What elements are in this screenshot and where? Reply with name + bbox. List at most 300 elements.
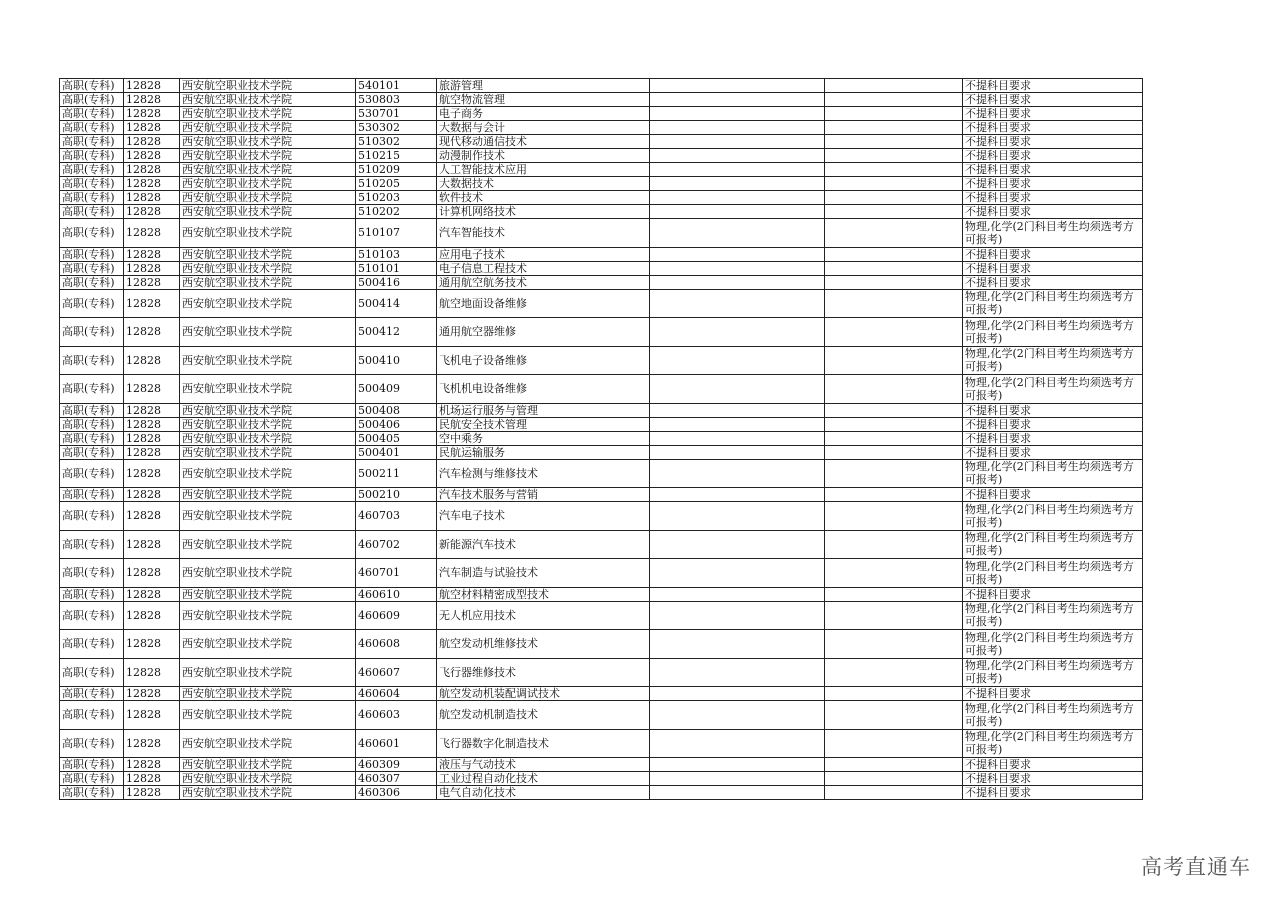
major-code-cell: 530302 <box>356 121 437 135</box>
school-name-cell: 西安航空职业技术学院 <box>180 191 356 205</box>
subject-requirement-cell: 物理,化学(2门科目考生均须选考方可报考) <box>963 375 1143 404</box>
subject-requirement-cell: 不提科目要求 <box>963 205 1143 219</box>
blank-cell <box>825 177 963 191</box>
level-cell: 高职(专科) <box>60 346 124 375</box>
school-code-cell: 12828 <box>124 149 180 163</box>
blank-cell <box>650 79 825 93</box>
subject-requirement-cell: 不提科目要求 <box>963 121 1143 135</box>
table-body <box>60 79 1143 800</box>
blank-cell <box>825 121 963 135</box>
major-name-cell: 民航运输服务 <box>437 445 650 459</box>
major-code-cell: 540101 <box>356 79 437 93</box>
table-row <box>60 630 1143 659</box>
school-name-cell: 西安航空职业技术学院 <box>180 107 356 121</box>
blank-cell <box>650 318 825 347</box>
school-code-cell: 12828 <box>124 289 180 318</box>
subject-requirement-cell: 不提科目要求 <box>963 163 1143 177</box>
blank-cell <box>825 530 963 559</box>
major-code-cell: 500405 <box>356 431 437 445</box>
subject-requirement-cell: 不提科目要求 <box>963 191 1143 205</box>
major-name-cell: 飞行器维修技术 <box>437 658 650 687</box>
blank-cell <box>650 459 825 488</box>
level-cell: 高职(专科) <box>60 530 124 559</box>
subject-requirement-cell: 不提科目要求 <box>963 758 1143 772</box>
school-code-cell: 12828 <box>124 445 180 459</box>
blank-cell <box>650 687 825 701</box>
level-cell: 高职(专科) <box>60 601 124 630</box>
major-code-cell: 510205 <box>356 177 437 191</box>
table-row <box>60 135 1143 149</box>
level-cell: 高职(专科) <box>60 630 124 659</box>
major-name-cell: 民航安全技术管理 <box>437 417 650 431</box>
blank-cell <box>650 149 825 163</box>
major-code-cell: 460604 <box>356 687 437 701</box>
school-name-cell: 西安航空职业技术学院 <box>180 93 356 107</box>
blank-cell <box>825 502 963 531</box>
major-code-cell: 510209 <box>356 163 437 177</box>
blank-cell <box>825 403 963 417</box>
major-code-cell: 510101 <box>356 261 437 275</box>
major-name-cell: 电子商务 <box>437 107 650 121</box>
level-cell: 高职(专科) <box>60 559 124 588</box>
level-cell: 高职(专科) <box>60 107 124 121</box>
major-code-cell: 460607 <box>356 658 437 687</box>
blank-cell <box>650 445 825 459</box>
blank-cell <box>825 289 963 318</box>
school-name-cell: 西安航空职业技术学院 <box>180 530 356 559</box>
major-name-cell: 汽车电子技术 <box>437 502 650 531</box>
admission-requirements-table <box>59 78 1143 800</box>
major-code-cell: 460306 <box>356 786 437 800</box>
school-name-cell: 西安航空职业技术学院 <box>180 417 356 431</box>
level-cell: 高职(专科) <box>60 687 124 701</box>
table-row <box>60 786 1143 800</box>
table-row <box>60 219 1143 248</box>
school-name-cell: 西安航空职业技术学院 <box>180 163 356 177</box>
table-row <box>60 289 1143 318</box>
table-row <box>60 445 1143 459</box>
level-cell: 高职(专科) <box>60 403 124 417</box>
table-row <box>60 149 1143 163</box>
major-name-cell: 新能源汽车技术 <box>437 530 650 559</box>
subject-requirement-cell: 物理,化学(2门科目考生均须选考方可报考) <box>963 530 1143 559</box>
blank-cell <box>650 630 825 659</box>
subject-requirement-cell: 不提科目要求 <box>963 772 1143 786</box>
school-code-cell: 12828 <box>124 488 180 502</box>
level-cell: 高职(专科) <box>60 729 124 758</box>
school-name-cell: 西安航空职业技术学院 <box>180 79 356 93</box>
blank-cell <box>825 205 963 219</box>
major-code-cell: 500211 <box>356 459 437 488</box>
school-code-cell: 12828 <box>124 107 180 121</box>
school-code-cell: 12828 <box>124 135 180 149</box>
blank-cell <box>825 488 963 502</box>
level-cell: 高职(专科) <box>60 205 124 219</box>
blank-cell <box>825 786 963 800</box>
level-cell: 高职(专科) <box>60 417 124 431</box>
table-row <box>60 205 1143 219</box>
blank-cell <box>825 219 963 248</box>
table-row <box>60 191 1143 205</box>
blank-cell <box>650 219 825 248</box>
blank-cell <box>650 107 825 121</box>
table-row <box>60 530 1143 559</box>
major-code-cell: 460608 <box>356 630 437 659</box>
school-code-cell: 12828 <box>124 247 180 261</box>
level-cell: 高职(专科) <box>60 275 124 289</box>
level-cell: 高职(专科) <box>60 786 124 800</box>
level-cell: 高职(专科) <box>60 772 124 786</box>
level-cell: 高职(专科) <box>60 701 124 730</box>
major-code-cell: 500412 <box>356 318 437 347</box>
table-row <box>60 417 1143 431</box>
blank-cell <box>650 729 825 758</box>
school-name-cell: 西安航空职业技术学院 <box>180 488 356 502</box>
subject-requirement-cell: 不提科目要求 <box>963 445 1143 459</box>
major-name-cell: 电气自动化技术 <box>437 786 650 800</box>
blank-cell <box>650 93 825 107</box>
school-name-cell: 西安航空职业技术学院 <box>180 219 356 248</box>
subject-requirement-cell: 不提科目要求 <box>963 247 1143 261</box>
major-name-cell: 汽车技术服务与营销 <box>437 488 650 502</box>
school-name-cell: 西安航空职业技术学院 <box>180 786 356 800</box>
blank-cell <box>650 758 825 772</box>
table-row <box>60 403 1143 417</box>
major-name-cell: 航空发动机制造技术 <box>437 701 650 730</box>
blank-cell <box>650 502 825 531</box>
blank-cell <box>825 431 963 445</box>
level-cell: 高职(专科) <box>60 488 124 502</box>
level-cell: 高职(专科) <box>60 459 124 488</box>
level-cell: 高职(专科) <box>60 445 124 459</box>
major-code-cell: 460703 <box>356 502 437 531</box>
school-name-cell: 西安航空职业技术学院 <box>180 149 356 163</box>
school-code-cell: 12828 <box>124 786 180 800</box>
blank-cell <box>650 587 825 601</box>
subject-requirement-cell: 不提科目要求 <box>963 177 1143 191</box>
major-name-cell: 计算机网络技术 <box>437 205 650 219</box>
level-cell: 高职(专科) <box>60 758 124 772</box>
subject-requirement-cell: 物理,化学(2门科目考生均须选考方可报考) <box>963 630 1143 659</box>
subject-requirement-cell: 物理,化学(2门科目考生均须选考方可报考) <box>963 346 1143 375</box>
table-row <box>60 502 1143 531</box>
table-row <box>60 275 1143 289</box>
table-row <box>60 459 1143 488</box>
table-row <box>60 772 1143 786</box>
level-cell: 高职(专科) <box>60 121 124 135</box>
table-row <box>60 121 1143 135</box>
blank-cell <box>825 191 963 205</box>
major-code-cell: 460610 <box>356 587 437 601</box>
major-name-cell: 工业过程自动化技术 <box>437 772 650 786</box>
level-cell: 高职(专科) <box>60 135 124 149</box>
subject-requirement-cell: 不提科目要求 <box>963 275 1143 289</box>
blank-cell <box>825 261 963 275</box>
level-cell: 高职(专科) <box>60 375 124 404</box>
major-name-cell: 汽车制造与试验技术 <box>437 559 650 588</box>
blank-cell <box>650 275 825 289</box>
blank-cell <box>650 488 825 502</box>
blank-cell <box>825 758 963 772</box>
school-name-cell: 西安航空职业技术学院 <box>180 630 356 659</box>
blank-cell <box>825 149 963 163</box>
school-code-cell: 12828 <box>124 261 180 275</box>
blank-cell <box>825 163 963 177</box>
blank-cell <box>650 431 825 445</box>
subject-requirement-cell: 物理,化学(2门科目考生均须选考方可报考) <box>963 289 1143 318</box>
table-row <box>60 658 1143 687</box>
table-row <box>60 318 1143 347</box>
major-name-cell: 现代移动通信技术 <box>437 135 650 149</box>
blank-cell <box>825 79 963 93</box>
blank-cell <box>825 587 963 601</box>
table-row <box>60 375 1143 404</box>
school-code-cell: 12828 <box>124 630 180 659</box>
school-code-cell: 12828 <box>124 219 180 248</box>
blank-cell <box>825 135 963 149</box>
subject-requirement-cell: 物理,化学(2门科目考生均须选考方可报考) <box>963 701 1143 730</box>
level-cell: 高职(专科) <box>60 658 124 687</box>
school-code-cell: 12828 <box>124 729 180 758</box>
subject-requirement-cell: 不提科目要求 <box>963 261 1143 275</box>
major-name-cell: 航空发动机维修技术 <box>437 630 650 659</box>
major-name-cell: 电子信息工程技术 <box>437 261 650 275</box>
major-code-cell: 460603 <box>356 701 437 730</box>
major-name-cell: 无人机应用技术 <box>437 601 650 630</box>
subject-requirement-cell: 不提科目要求 <box>963 786 1143 800</box>
school-code-cell: 12828 <box>124 758 180 772</box>
level-cell: 高职(专科) <box>60 289 124 318</box>
table-row <box>60 687 1143 701</box>
major-name-cell: 大数据技术 <box>437 177 650 191</box>
blank-cell <box>825 729 963 758</box>
major-name-cell: 飞行器数字化制造技术 <box>437 729 650 758</box>
major-code-cell: 510202 <box>356 205 437 219</box>
school-code-cell: 12828 <box>124 431 180 445</box>
level-cell: 高职(专科) <box>60 261 124 275</box>
level-cell: 高职(专科) <box>60 587 124 601</box>
major-name-cell: 应用电子技术 <box>437 247 650 261</box>
school-name-cell: 西安航空职业技术学院 <box>180 375 356 404</box>
level-cell: 高职(专科) <box>60 318 124 347</box>
major-name-cell: 机场运行服务与管理 <box>437 403 650 417</box>
school-code-cell: 12828 <box>124 205 180 219</box>
school-code-cell: 12828 <box>124 79 180 93</box>
subject-requirement-cell: 不提科目要求 <box>963 135 1143 149</box>
blank-cell <box>825 687 963 701</box>
blank-cell <box>825 275 963 289</box>
blank-cell <box>825 630 963 659</box>
subject-requirement-cell: 物理,化学(2门科目考生均须选考方可报考) <box>963 502 1143 531</box>
school-code-cell: 12828 <box>124 318 180 347</box>
school-name-cell: 西安航空职业技术学院 <box>180 502 356 531</box>
school-name-cell: 西安航空职业技术学院 <box>180 772 356 786</box>
school-name-cell: 西安航空职业技术学院 <box>180 275 356 289</box>
table-row <box>60 488 1143 502</box>
subject-requirement-cell: 不提科目要求 <box>963 587 1143 601</box>
table-row <box>60 758 1143 772</box>
level-cell: 高职(专科) <box>60 177 124 191</box>
blank-cell <box>650 772 825 786</box>
major-code-cell: 510203 <box>356 191 437 205</box>
major-name-cell: 汽车检测与维修技术 <box>437 459 650 488</box>
major-code-cell: 530701 <box>356 107 437 121</box>
subject-requirement-cell: 不提科目要求 <box>963 687 1143 701</box>
school-code-cell: 12828 <box>124 417 180 431</box>
blank-cell <box>650 417 825 431</box>
school-code-cell: 12828 <box>124 403 180 417</box>
blank-cell <box>650 135 825 149</box>
major-code-cell: 500401 <box>356 445 437 459</box>
school-name-cell: 西安航空职业技术学院 <box>180 559 356 588</box>
major-code-cell: 460601 <box>356 729 437 758</box>
school-code-cell: 12828 <box>124 658 180 687</box>
school-name-cell: 西安航空职业技术学院 <box>180 758 356 772</box>
blank-cell <box>825 247 963 261</box>
subject-requirement-cell: 不提科目要求 <box>963 93 1143 107</box>
school-name-cell: 西安航空职业技术学院 <box>180 121 356 135</box>
subject-requirement-cell: 物理,化学(2门科目考生均须选考方可报考) <box>963 658 1143 687</box>
table-row <box>60 601 1143 630</box>
subject-requirement-cell: 不提科目要求 <box>963 431 1143 445</box>
table-row <box>60 559 1143 588</box>
major-name-cell: 软件技术 <box>437 191 650 205</box>
major-code-cell: 510215 <box>356 149 437 163</box>
subject-requirement-cell: 物理,化学(2门科目考生均须选考方可报考) <box>963 219 1143 248</box>
table-row <box>60 79 1143 93</box>
major-code-cell: 510302 <box>356 135 437 149</box>
major-name-cell: 空中乘务 <box>437 431 650 445</box>
blank-cell <box>825 346 963 375</box>
blank-cell <box>825 459 963 488</box>
school-name-cell: 西安航空职业技术学院 <box>180 289 356 318</box>
level-cell: 高职(专科) <box>60 93 124 107</box>
school-name-cell: 西安航空职业技术学院 <box>180 445 356 459</box>
school-code-cell: 12828 <box>124 701 180 730</box>
school-code-cell: 12828 <box>124 459 180 488</box>
blank-cell <box>825 701 963 730</box>
blank-cell <box>825 601 963 630</box>
school-code-cell: 12828 <box>124 559 180 588</box>
level-cell: 高职(专科) <box>60 247 124 261</box>
subject-requirement-cell: 物理,化学(2门科目考生均须选考方可报考) <box>963 729 1143 758</box>
blank-cell <box>650 786 825 800</box>
blank-cell <box>825 107 963 121</box>
blank-cell <box>650 205 825 219</box>
major-code-cell: 500210 <box>356 488 437 502</box>
blank-cell <box>650 261 825 275</box>
blank-cell <box>650 289 825 318</box>
school-code-cell: 12828 <box>124 502 180 531</box>
table-row <box>60 177 1143 191</box>
subject-requirement-cell: 物理,化学(2门科目考生均须选考方可报考) <box>963 601 1143 630</box>
school-code-cell: 12828 <box>124 375 180 404</box>
major-code-cell: 500410 <box>356 346 437 375</box>
major-name-cell: 航空地面设备维修 <box>437 289 650 318</box>
major-code-cell: 500408 <box>356 403 437 417</box>
school-code-cell: 12828 <box>124 346 180 375</box>
subject-requirement-cell: 不提科目要求 <box>963 79 1143 93</box>
major-code-cell: 500416 <box>356 275 437 289</box>
school-name-cell: 西安航空职业技术学院 <box>180 459 356 488</box>
level-cell: 高职(专科) <box>60 79 124 93</box>
major-name-cell: 飞机机电设备维修 <box>437 375 650 404</box>
major-code-cell: 460609 <box>356 601 437 630</box>
blank-cell <box>650 346 825 375</box>
school-name-cell: 西安航空职业技术学院 <box>180 587 356 601</box>
major-code-cell: 460307 <box>356 772 437 786</box>
blank-cell <box>650 701 825 730</box>
level-cell: 高职(专科) <box>60 502 124 531</box>
school-name-cell: 西安航空职业技术学院 <box>180 135 356 149</box>
subject-requirement-cell: 物理,化学(2门科目考生均须选考方可报考) <box>963 459 1143 488</box>
school-name-cell: 西安航空职业技术学院 <box>180 177 356 191</box>
school-name-cell: 西安航空职业技术学院 <box>180 205 356 219</box>
school-code-cell: 12828 <box>124 163 180 177</box>
blank-cell <box>650 247 825 261</box>
school-code-cell: 12828 <box>124 121 180 135</box>
school-name-cell: 西安航空职业技术学院 <box>180 318 356 347</box>
major-name-cell: 通用航空航务技术 <box>437 275 650 289</box>
school-name-cell: 西安航空职业技术学院 <box>180 701 356 730</box>
school-code-cell: 12828 <box>124 687 180 701</box>
major-name-cell: 汽车智能技术 <box>437 219 650 248</box>
major-code-cell: 510103 <box>356 247 437 261</box>
major-code-cell: 500409 <box>356 375 437 404</box>
major-name-cell: 航空物流管理 <box>437 93 650 107</box>
subject-requirement-cell: 不提科目要求 <box>963 417 1143 431</box>
subject-requirement-cell: 不提科目要求 <box>963 488 1143 502</box>
blank-cell <box>650 559 825 588</box>
school-name-cell: 西安航空职业技术学院 <box>180 658 356 687</box>
school-code-cell: 12828 <box>124 601 180 630</box>
level-cell: 高职(专科) <box>60 191 124 205</box>
blank-cell <box>650 177 825 191</box>
level-cell: 高职(专科) <box>60 431 124 445</box>
blank-cell <box>650 601 825 630</box>
major-code-cell: 510107 <box>356 219 437 248</box>
school-code-cell: 12828 <box>124 530 180 559</box>
school-name-cell: 西安航空职业技术学院 <box>180 687 356 701</box>
school-code-cell: 12828 <box>124 177 180 191</box>
major-name-cell: 飞机电子设备维修 <box>437 346 650 375</box>
subject-requirement-cell: 不提科目要求 <box>963 149 1143 163</box>
table-row <box>60 701 1143 730</box>
major-name-cell: 大数据与会计 <box>437 121 650 135</box>
table-row <box>60 431 1143 445</box>
subject-requirement-cell: 不提科目要求 <box>963 403 1143 417</box>
subject-requirement-cell: 不提科目要求 <box>963 107 1143 121</box>
school-code-cell: 12828 <box>124 93 180 107</box>
major-code-cell: 460309 <box>356 758 437 772</box>
blank-cell <box>650 121 825 135</box>
school-code-cell: 12828 <box>124 587 180 601</box>
table-row <box>60 163 1143 177</box>
table-row <box>60 261 1143 275</box>
school-name-cell: 西安航空职业技术学院 <box>180 729 356 758</box>
subject-requirement-cell: 物理,化学(2门科目考生均须选考方可报考) <box>963 318 1143 347</box>
school-name-cell: 西安航空职业技术学院 <box>180 601 356 630</box>
blank-cell <box>825 772 963 786</box>
blank-cell <box>650 375 825 404</box>
major-name-cell: 航空发动机装配调试技术 <box>437 687 650 701</box>
major-name-cell: 液压与气动技术 <box>437 758 650 772</box>
subject-requirement-cell: 物理,化学(2门科目考生均须选考方可报考) <box>963 559 1143 588</box>
school-name-cell: 西安航空职业技术学院 <box>180 431 356 445</box>
major-name-cell: 通用航空器维修 <box>437 318 650 347</box>
major-code-cell: 500406 <box>356 417 437 431</box>
blank-cell <box>650 403 825 417</box>
